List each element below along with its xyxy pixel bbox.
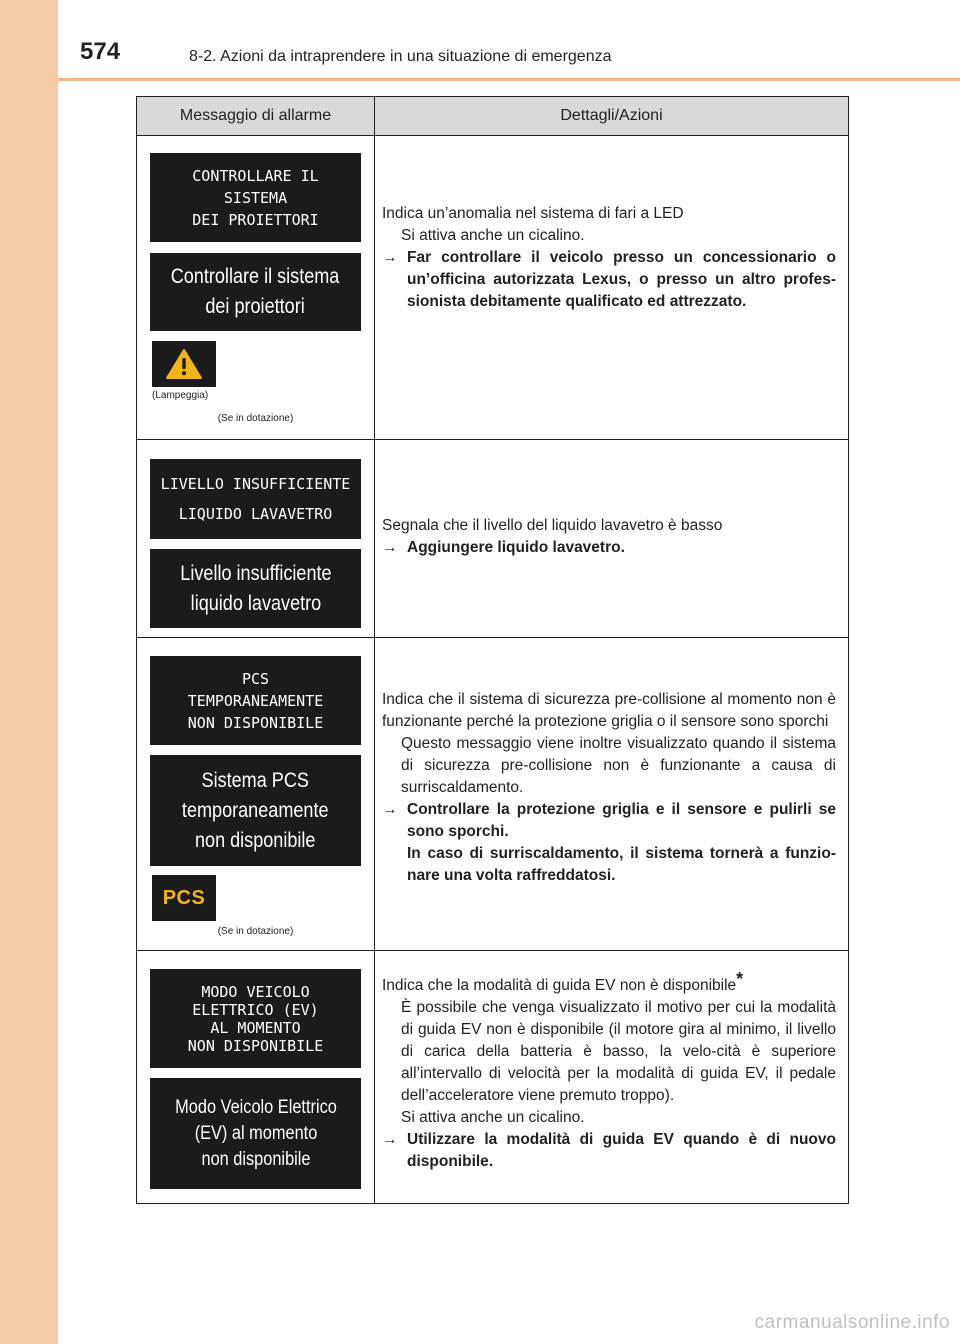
head-up-display-text: Modo Veicolo Elettrico (EV) al momento non disponibile <box>174 1096 337 1170</box>
header-divider <box>58 78 960 81</box>
head-up-display-message <box>150 755 361 866</box>
multi-info-display-message: LIVELLO INSUFFICIENTE LIQUIDO LAVAVETRO <box>150 459 361 539</box>
equipment-caption: (Se in dotazione) <box>217 926 294 937</box>
message-cell <box>137 638 375 951</box>
details-block <box>382 969 836 1173</box>
table-row <box>137 638 849 951</box>
details-block <box>382 515 836 559</box>
head-up-display-message <box>150 1078 361 1189</box>
arrow-icon: → <box>382 538 398 556</box>
details-cell <box>375 440 849 638</box>
details-description-text: Indica che la modalità di guida EV non è disponibile <box>382 977 737 994</box>
watermark: carmanualsonline.info <box>754 1312 950 1333</box>
details-note: Questo messaggio viene inoltre visualizzato quando il sistema di sicurezza pre-collisione non è funzionante a causa di surriscaldamento. <box>401 735 836 796</box>
pcs-icon: PCS <box>162 886 206 909</box>
head-up-display-text: Controllare il sistema dei proiettori <box>171 265 340 318</box>
side-color-band <box>0 0 58 1344</box>
table-row <box>137 951 849 1204</box>
multi-info-display-message: CONTROLLARE IL SISTEMA DEI PROIETTORI <box>150 153 361 242</box>
blink-caption: (Lampeggia) <box>152 390 209 401</box>
details-description: Segnala che il livello del liquido lavavetro è basso <box>382 516 723 534</box>
multi-info-display-message: PCS TEMPORANEAMENTE NON DISPONIBILE <box>150 656 361 745</box>
details-action-text: Aggiungere liquido lavavetro. <box>407 538 625 556</box>
details-description <box>382 969 836 997</box>
details-cell <box>375 951 849 1204</box>
arrow-icon: → <box>382 1131 398 1148</box>
details-action-text: Far controllare il veicolo presso un concessionario o un’officina autorizzata Lexus, o presso un altro profes-sionista debitamente qualificato ed attrezzato. <box>407 248 836 310</box>
details-cell <box>375 638 849 951</box>
head-up-display-text: Livello insufficiente liquido lavavetro <box>179 561 332 615</box>
message-cell <box>137 951 375 1204</box>
head-up-display-text: Sistema PCS temporaneamente non disponibile <box>182 768 329 852</box>
details-action-text: Controllare la protezione griglia e il sensore e pulirli se sono sporchi. <box>407 801 836 840</box>
details-action-text: Utilizzare la modalità di guida EV quando è di nuovo disponibile. <box>407 1131 836 1170</box>
head-up-display-message <box>150 253 361 331</box>
details-action <box>382 247 836 313</box>
alarm-message-table <box>136 96 849 1204</box>
details-action <box>382 1129 836 1173</box>
details-note: Si attiva anche un cicalino. <box>401 226 585 244</box>
table-header-row <box>137 97 849 136</box>
arrow-icon: → <box>382 801 398 818</box>
details-block <box>382 203 836 313</box>
details-block <box>382 689 836 887</box>
details-action-text-2: In caso di surriscaldamento, il sistema tornerà a funzio-nare una volta raffreddatosi. <box>407 845 836 884</box>
details-note: È possibile che venga visualizzato il motivo per cui la modalità di guida EV non è disponibile (il motore gira al minimo, il livello di carica della batteria è basso, la velo-cità è superiore all’intervallo di velocità per la modalità di guida EV, il pedale dell’acceleratore viene premuto troppo). <box>401 999 836 1104</box>
details-action <box>382 799 836 887</box>
pcs-warning-light <box>152 875 216 921</box>
details-note-2: Si attiva anche un cicalino. <box>401 1109 585 1126</box>
multi-info-display-message: MODO VEICOLO ELETTRICO (EV) AL MOMENTO NON DISPONIBILE <box>150 969 361 1068</box>
table-row <box>137 136 849 440</box>
warning-light-box <box>152 341 216 387</box>
section-title: 8-2. Azioni da intraprendere in una situazione di emergenza <box>189 48 612 65</box>
warning-triangle-icon <box>165 348 203 380</box>
head-up-display-message <box>150 549 361 628</box>
message-cell <box>137 440 375 638</box>
column-header-message: Messaggio di allarme <box>137 97 375 136</box>
message-cell <box>137 136 375 440</box>
details-description: Indica un’anomalia nel sistema di fari a LED <box>382 204 684 222</box>
arrow-icon: → <box>382 248 398 266</box>
footnote-asterisk: * <box>736 969 744 989</box>
page-header <box>58 0 960 80</box>
details-cell <box>375 136 849 440</box>
equipment-caption: (Se in dotazione) <box>217 413 294 424</box>
page-number: 574 <box>80 38 121 65</box>
table-row <box>137 440 849 638</box>
details-action <box>382 537 836 559</box>
column-header-details: Dettagli/Azioni <box>375 97 849 136</box>
details-description: Indica che il sistema di sicurezza pre-collisione al momento non è funzionante perché la protezione griglia o il sensore sono sporchi <box>382 691 836 730</box>
